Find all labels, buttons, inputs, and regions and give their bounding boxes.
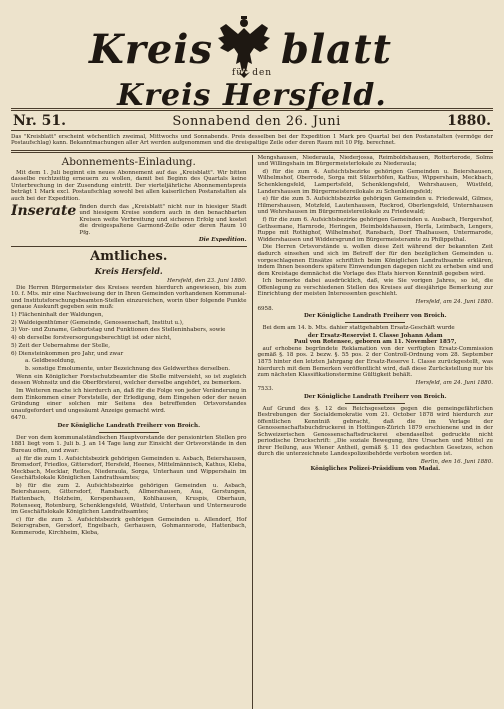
header-bottom-rule — [11, 150, 493, 153]
amtliches-paragraph-3: Im Weiteren mache ich hierdurch an, daß für die Folge von jeder Veränderung in dem Einkommen einer Forststelle, der Erledigung, dem Eingehen oder der neuen Gründung einer solchen mir Seitens des betreffenden Ortsvorstandes unaufgefordert und ungesäumt Anzeige gemacht wird. — [11, 388, 247, 414]
list-item: f) für die zum 6. Aufsichtsbezirke gehörigen Gemeinden u. Ausbach, Hergershof, Gethsemane, Harnrode, Heringen, Heimboldshausen, Herfa, Leimbach, Lengers, Ruppe mit Rothighof, Wilhelmshof, Ransbach, Dorf Thalhausen, Untermarode, Widdershausen und Widdersgrund im Bürgermeisteramte zu Philippsthal. — [257, 217, 493, 243]
list-item: d) für die zum 4. Aufsichtsbezirke gehörigen Gemeinden u. Beiershausen, Wilhelmshof, Oberrode, Sorga mit Sülzerhöfen, Kathus, Wippershain, Meckbach, Schenklengsfeld, Lampertsfeld, Schenklengsfeld, Wehrshausen, Wüstfeld, Landershausen im Bürgermeistereilokale zu Schenklengsfeld; — [257, 168, 493, 195]
list-item: a. Geldbesoldung, — [25, 358, 76, 365]
date-line: Hersfeld, am 24. Juni 1880. — [415, 379, 493, 386]
list-item: 6) Diensteinkommen pro Jahr, und zwar — [11, 350, 124, 357]
title-kreis: Kreis — [89, 26, 214, 73]
divider — [345, 403, 405, 404]
date-line: Hersfeld, den 23. Juni 1880. — [167, 277, 247, 284]
inserate-heading: Inserate — [11, 202, 77, 219]
list-item: a) für die zum 1. Aufsichtsbezirk gehörigen Gemeinden u. Asbach, Beiershausen, Bromsdorf, Friedlos, Gittersdorf, Hersfeld, Heenes, Mittelmännisch, Kathus, Kleba, Meckbach, Mecklar, Reilos, Niederaula, Sorga, Unterhaun und Wippershain im Geschäftslokale Königlichen Landrathsamtes; — [11, 455, 247, 482]
subscription-note: Das "Kreisblatt" erscheint wöchentlich zweimal, Mittwochs und Sonnabends. Preis desselben bei der Expedition 1 Mark pro Quartal bei den Postanstalten (vermöge der Postaufschlag) kann. Bekanntmachungen aller Art werden aufgenommen und die dreispaltige Zeile oder deren Raum mit 10 Pfg. berechnet. — [11, 134, 493, 147]
date-line: Berlin, den 16. Juni 1880. — [420, 459, 493, 466]
section-rule — [11, 246, 247, 247]
person-line: der Ersatz-Reservist I. Classe Johann Adam — [307, 332, 443, 339]
divider — [99, 432, 159, 433]
landrath-signature: Der Königliche Landrath Freiherr von Broich. — [303, 313, 447, 320]
right-paragraph-4: auf erhobene begründete Reklamation von der verfügten Ersatz-Commission gemäß §. 18 pos. 2 bezw. §. 55 pos. 2 der Controll-Ordnung vom 28. September 1875 hinter den letzten Jahrgang der Ersatz-Reserve I. Classe zurückgestellt, was hierdurch mit dem Bemerken veröffentlicht wird, daß diese Zurückstellung nur bis zum nächsten Klassifikationstermine Gültigkeit behält. — [257, 345, 493, 379]
list-item: b) für die zum 2. Aufsichtsbezirke gehörigen Gemeinden u. Asbach, Beiershausen, Gittersdorf, Ransbach, Allmershausen, Aua, Gerstungen, Hattenbach, Holzheim, Kerspenhausen, Kohlhausen, Kruspis, Oberhaun, Rotenseeq, Rotenburg, Schenklengsfeld, Wüstfeld, Unterhaun und Unterneurode im Geschäftslokale Königlichen Landrathsamtes; — [11, 482, 247, 516]
masthead-subtitle: für den — [231, 68, 273, 78]
list-item: b. sonstige Emolumente, unter Bezeichnung des Geldwerthes derselben. — [25, 366, 230, 373]
document-number: 6958. — [257, 305, 274, 312]
kreis-hersfeld-subheader: Kreis Hersfeld. — [94, 265, 163, 276]
issue-number: Nr. 51. — [13, 113, 66, 129]
list-item: 3) Vor- und Zuname, Geburtstag und Funktionen des Stelleninhabers, sowie — [11, 327, 226, 334]
dateline — [11, 111, 493, 130]
list-item: e) für die zum 5. Aufsichtsbezirke gehörigen Gemeinden u. Friedewald, Gilmes, Hilmershausen, Motzfeld, Lautenhausen, Reckrod, Oberlengsfeld, Unternhausen und Wehrshausen im Bürgermeistereilokale zu Friedewald; — [257, 196, 493, 216]
person-line: Paul von Rotensee, geboren am 11. November 1857, — [294, 339, 457, 346]
amtliches-paragraph-2: Wenn ein Königlicher Forstschutzbeamter die Stelle mitversieht, so ist zugleich dessen Wohnsitz und die Oberförsterei, welcher derselbe angehört, zu bemerken. — [11, 373, 247, 387]
left-column — [11, 155, 253, 709]
list-item: 2) Waldeigenthümer (Gemeinde, Genossenschaft, Institut u.), — [11, 319, 184, 326]
right-paragraph-3: Bei dem am 14. b. Mts. dahier stattgehabten Ersatz-Geschäft wurde — [262, 325, 455, 332]
divider — [345, 322, 405, 323]
list-item: c) für die zum 3. Aufsichtsbezirk gehörigen Gemeinden u. Allendorf, Hof Beiersgraben, Gersdorf, Engelbach, Gerhausen, Gohmannsrode, Hattenbach, Kemmerode, Kirchheim, Kleba, — [11, 516, 247, 536]
issue-year: 1880. — [447, 113, 491, 129]
list-item: 1) Flächeninhalt der Waldungen, — [11, 311, 104, 318]
abonnement-text: Mit dem 1. Juli beginnt ein neues Abonnement auf das „Kreisblatt". Wir bitten dasselbe rechtzeitig erneuern zu wollen, damit bei Beginn des Quartals keine Unterbrechung in der Zusendung eintritt. Der vierteljährliche Abonnementspreis beträgt 1 Mark excl. Postaufschlag sowohl bei allen kaiserlichen Postanstalten als auch bei der Expedition. — [11, 169, 247, 202]
document-number: 7533. — [257, 386, 274, 393]
right-paragraph-2: Ich bemerke dabei ausdrücklich, daß, wie Sie vorigen Jahres, so ist, die Offenlegung zu verschiedenen Stellen des Kreises auf diesjährige Bemerkung zur Einrichtung der meisten Interessenten geschieht. — [257, 278, 493, 298]
list-item: 5) Zeit der Uebernahme der Stelle, — [11, 342, 110, 349]
requirements-list — [11, 312, 247, 373]
list-item: 4) ob derselbe forstversorgungsberechtigt ist oder nicht, — [11, 335, 172, 342]
masthead — [11, 10, 493, 113]
abonnement-header: Abonnements-Einladung. — [61, 155, 196, 168]
landrath-signature: Der Königliche Landrath Freiherr von Broich. — [57, 423, 201, 430]
list-continuation: Mengshausen, Niederaula, Niederjossa, Reimboldshausen, Rotterterode, Solms und Willingshain im Bürgermeisterlokale zu Niederaula; — [257, 154, 493, 168]
inserate-signature: Die Expedition. — [198, 237, 247, 244]
landrath-signature: Der Königliche Landrath Freiherr von Broich. — [303, 394, 447, 401]
amtliches-paragraph-4: Der von dem kommunalständischen Hauptvorstande der pensionirten Stellen pro 1881 liegt vom 1. Juli b. J. an 14 Tage lang zur Einsicht der Ortsvorstände in den Bureau offen, und zwar: — [11, 434, 247, 454]
amtliches-header: Amtliches. — [90, 248, 168, 264]
right-paragraph-5: Auf Grund des §. 12 des Reichsgesetzes gegen die gemeingefährlichen Bestrebungen der Socialdemokratie vom 21. October 1878 wird hierdurch zur öffentlichen Kenntniß gebracht, daß die im Verlage der Genossenschaftsbuchdruckerei in Hottingen-Zürich 1879 erschienene und in der Schweizerischen Genossenschaftsdruckerei ebendaselbst gedruckte nicht periodische Druckschrift: „Die soziale Bewegung, ihre Ursachen und Mittel zu ihrer Heilung, aus Wiener Antheil, gemäß §. 11 des gedachten Gesetzes, schon durch die unterzeichnete Landespolizeibehörde verboten worden ist. — [257, 405, 493, 458]
inserate-block — [11, 204, 247, 238]
issue-date: Sonnabend den 26. Juni — [172, 114, 341, 129]
title-blatt: blatt — [281, 26, 393, 73]
polizei-signature: Königliches Polizei-Präsidium von Madai. — [310, 465, 441, 472]
masthead-kreis-name: Kreis Hersfeld. — [117, 78, 387, 113]
columns — [11, 155, 493, 709]
amtliches-paragraph-1: Die Herren Bürgermeister des Kreises werden hierdurch angewiesen, bis zum 10. f. Mts. mir eine Nachweisung der in Ihren Gemeinden vorhandenen Kommunal- und Institutsforschungsbeamten-Stellen einzureichen, worin über folgende Punkte genaue Auskunft gegeben sein muß: — [11, 284, 247, 311]
right-paragraph-1: Die Herren Ortsvorstände u. wollen diese Zeit während der bekannten Zeit dadurch einsehen und sich im Betreff der für den bezüglichen Gemeinden u. vorgeschlagenen Einsätze schriftlich beim Königlichen Landrathsamte erklären, indem Ihnen besonders spätere Einwendungen dagegen nicht zu erheben sind und dem Kreistage demnächst die Vorlage des Etats hiervon Kenntniß gegeben wird. — [257, 244, 493, 277]
inserate-text: finden durch das „Kreisblatt" nicht nur in hiesiger Stadt und hiesigem Kreise sondern auch in den benachbarten Kreisen weite Verbreitung und sicheren Erfolg und kostet die dreigespaltene Garmond-Zeile oder deren Raum 10 Pfg. — [79, 203, 247, 236]
date-line: Hersfeld, am 24. Juni 1880. — [415, 299, 493, 306]
right-column — [253, 155, 494, 709]
document-number: 6470. — [11, 415, 27, 422]
